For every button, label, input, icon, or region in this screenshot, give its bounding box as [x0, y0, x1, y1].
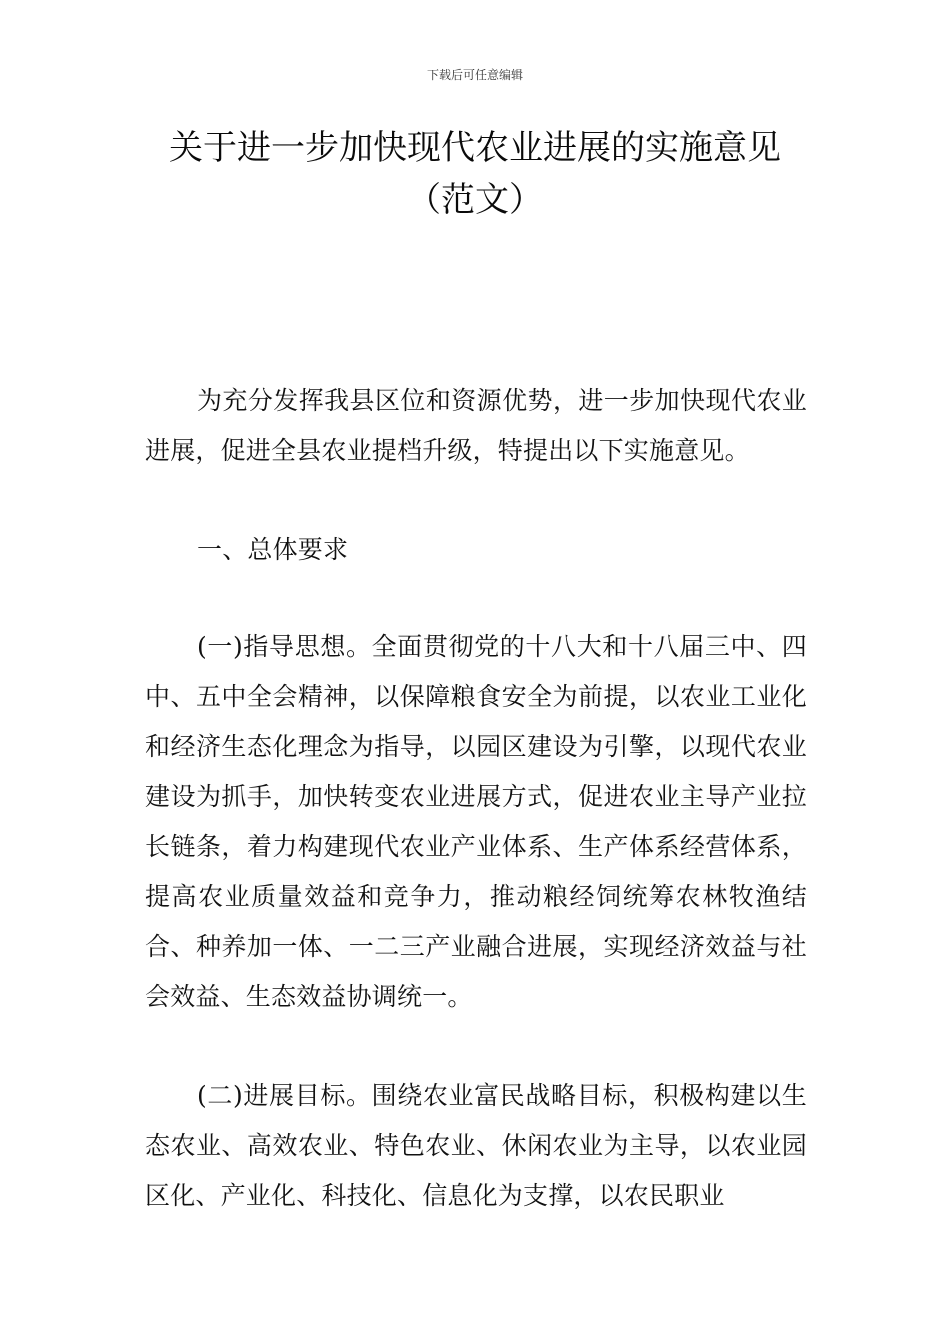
section-heading: 一、总体要求: [197, 535, 349, 564]
document-title: [60, 122, 890, 226]
header-note: 下载后可任意编辑: [426, 68, 523, 82]
development-goals-paragraph: (二)进展目标。围绕农业富民战略目标，积极构建以生态农业、高效农业、特色农业、休闲农业为主导，以农业园区化、产业化、科技化、信息化为支撑，以农民职业: [145, 1081, 807, 1210]
title-line-2: （范文）: [407, 180, 543, 220]
intro-paragraph: 为充分发挥我县区位和资源优势，进一步加快现代农业进展，促进全县农业提档升级，特提出以下实施意见。: [145, 386, 807, 465]
guiding-ideology-paragraph: (一)指导思想。全面贯彻党的十八大和十八届三中、四中、五中全会精神，以保障粮食安全为前提，以农业工业化和经济生态化理念为指导，以园区建设为引擎，以现代农业建设为抓手，加快转变农业进展方式，促进农业主导产业拉长链条，着力构建现代农业产业体系、生产体系经营体系，提高农业质量效益和竞争力，推动粮经饲统筹农林牧渔结合、种养加一体、一二三产业融合进展，实现经济效益与社会效益、生态效益协调统一。: [145, 632, 807, 1011]
title-line-1: 关于进一步加快现代农业进展的实施意见: [169, 128, 781, 168]
